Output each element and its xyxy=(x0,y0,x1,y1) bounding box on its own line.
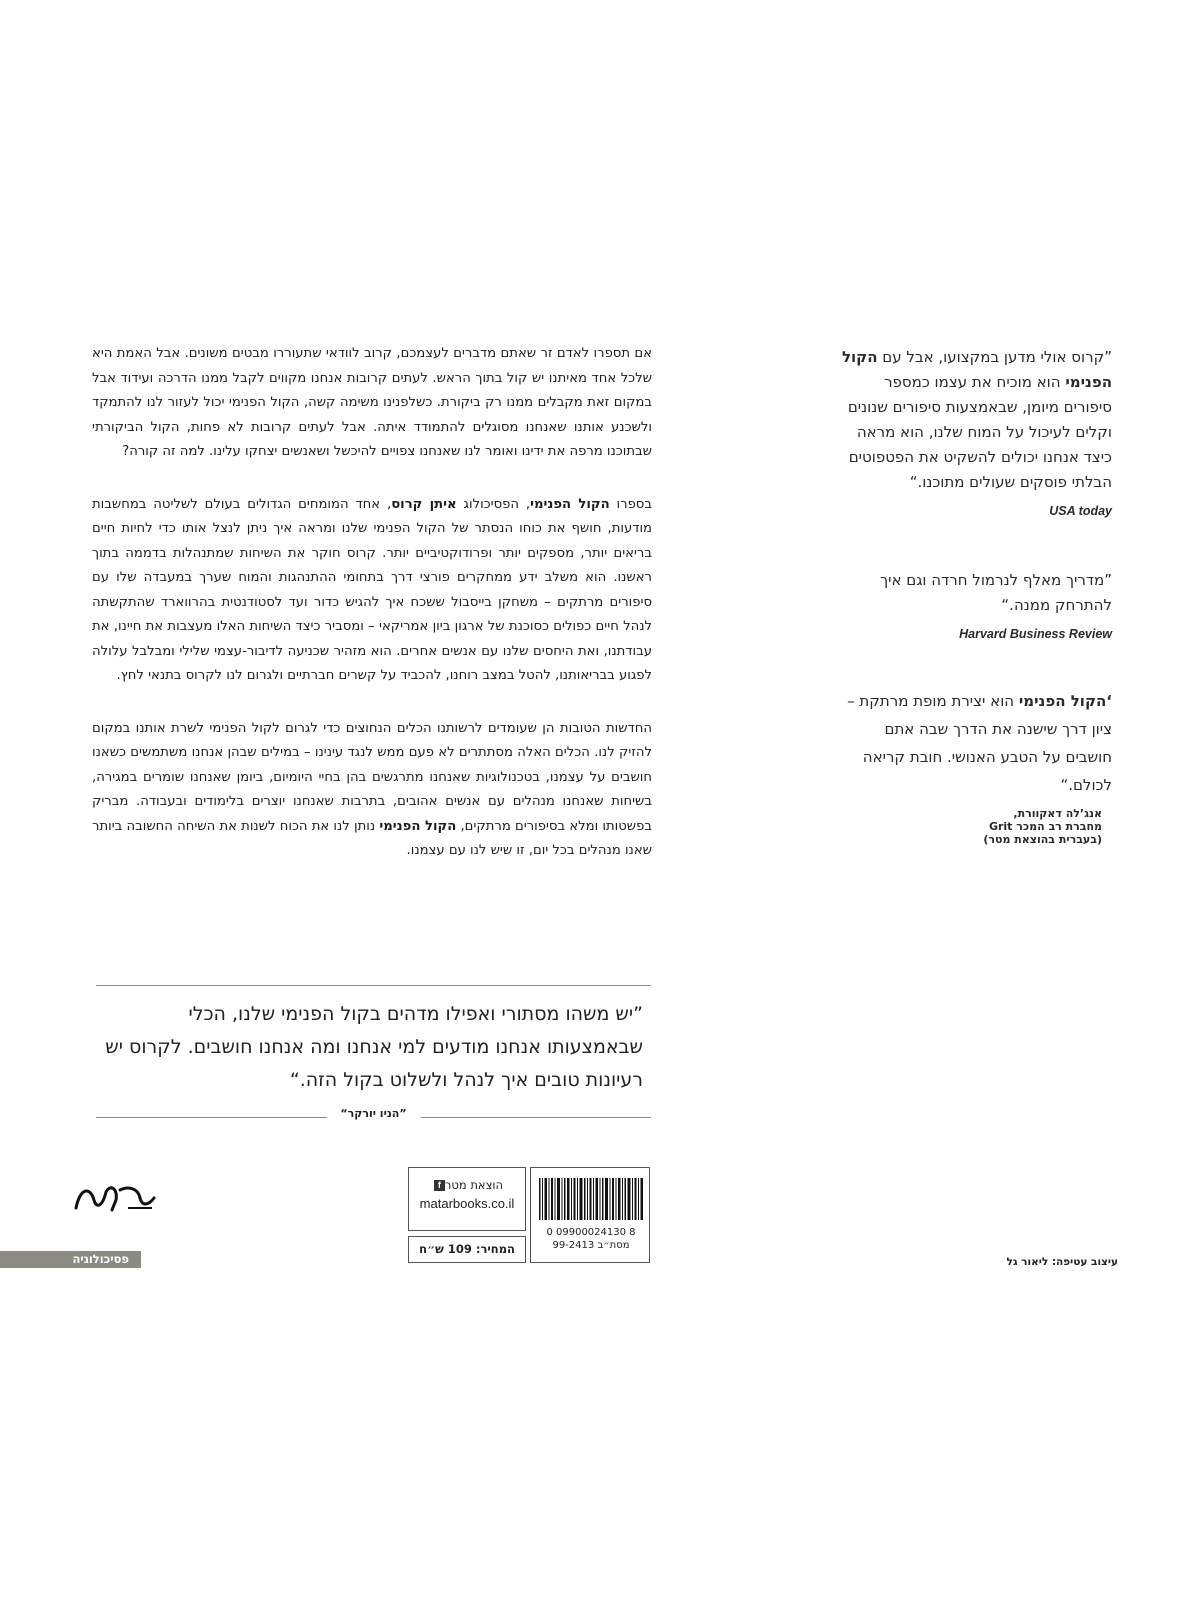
endorsements-column xyxy=(840,345,1112,870)
endorsement-duckworth: ‘הקול הפנימי הוא יצירת מופת מרתקת – ציון דרך שישנה את הדרך שבה אתם חושבים על הטבע האנושי. חובת קריאה לכולם.“ אנג’לה דאקוורת, מחברת רב המכר Grit (בעברית בהוצאת מטר) xyxy=(840,687,1112,846)
author-name-inline: איתן קרוס xyxy=(391,496,457,512)
pull-quote xyxy=(96,985,651,1133)
price-label: המחיר: 109 ש״ח xyxy=(408,1236,526,1263)
category-label: פסיכולוגיה xyxy=(0,1251,141,1268)
publisher-name: הוצאת מטר xyxy=(444,1178,504,1192)
synopsis-paragraph-1: אם תספרו לאדם זר שאתם מדברים לעצמכם, קרוב לוודאי שתעוררו מבטים משונים. אבל האמת היא שלכל אחד מאיתנו יש קול בתוך הראש. לעתים קרובות אנחנו מקווים לקבל ממנו הדרכה ועידוד אבל במקום זאת מקבלים ממנו רק ביקורת. כשלפנינו משימה קשה, הקול הפנימי יכול לעזור לנו להתמקד ולשכנע אותנו שאנחנו מסוגלים להתמודד איתה. אבל לעתים קרובות לא פחות, הקול הביקורתי שבתוכנו מרפה את ידינו ואומר לנו שאנחנו צפויים להיכשל ושאנשים יצחקו עלינו. למה זה קורה? xyxy=(92,346,652,459)
barcode-block xyxy=(530,1167,650,1263)
publisher-url: matarbooks.co.il xyxy=(419,1196,515,1211)
barcode-icon xyxy=(539,1178,643,1220)
synopsis-paragraph-3: החדשות הטובות הן שעומדים לרשותנו הכלים הנחוצים כדי לגרום לקול הפנימי לשרת אותנו במקום להזיק לנו. הכלים האלה מסתתרים לא פעם ממש לנגד עינינו – במילים שבהן אנחנו משתמשים כשאנו חושבים על עצמנו, בטכנולוגיות שאנחנו מתרגשים בהן בחיי היומיום, ביומן שאנחנו שומרים במגירה, בשיחות שאנחנו מנהלים עם אנשים אהובים, בתרבות שאנחנו יוצרים בלימודים ובעבודה. מבריק בפשטותו ומלא בסיפורים מרתקים, הקול הפנימי נותן לנו את הכוח לשנות את השיחה החשובה ביותר שאנו מנהלים בכל יום, זו שיש לנו עם עצמנו. xyxy=(92,720,652,858)
synopsis-paragraph-2: בספרו הקול הפנימי, הפסיכולוג איתן קרוס, אחד המומחים הגדולים בעולם לשליטה במחשבות מודעות, חושף את כוחו הנסתר של הקול הפנימי שלנו ומראה איך ניתן לנצל אותו כדי לחיות חיים בריאים יותר, מספקים יותר ופרודוקטיביים יותר. קרוס חוקר את השיחות שמתנהלות בדממה בתוך ראשנו. הוא משלב ידע ממחקרים פורצי דרך בתחומי ההתנהגות והמוח שערך במעבדה שלו עם סיפורים מרתקים – משחקן בייסבול ששכח איך להגיש כדור ועד לסטודנטית בהרווארד שהתקשתה לנהל חיים כפולים כסוכנת של ארגון ביון אמריקאי – ומסביר כיצד השיחות האלו מעצבות את חיינו, את עבודתנו, ואת היחסים שלנו עם אנשים אחרים. הוא מזהיר שכניעה לדיבור-עצמי שלילי ומבלבל עלולה לפגוע בבריאותנו, להטל במצב רוחנו, להכביד על קשרים חברתיים ולגרום לנו לקרוס בתנאי לחץ. xyxy=(92,496,652,683)
book-title-inline: הקול הפנימי xyxy=(379,818,457,834)
catalog-number: מסת״ב 99-2413 xyxy=(552,1240,630,1251)
back-cover-synopsis xyxy=(92,342,652,892)
publisher-block xyxy=(408,1167,526,1231)
endorsement-hbr: ”מדריך מאלף לנרמול חרדה וגם איך להתרחק ממנה.“ Harvard Business Review xyxy=(840,568,1112,647)
book-title-inline: הקול הפנימי xyxy=(530,496,610,512)
endorsement-source: USA today xyxy=(1049,504,1112,518)
matar-logo-icon xyxy=(68,1178,158,1218)
endorsement-usa-today: ”קרוס אולי מדען במקצועו, אבל עם הקול הפנימי הוא מוכיח את עצמו כמספר סיפורים מיומן, שבאמצעות סיפורים שנונים וקלים לעיכול על המוח שלנו, הוא מראה כיצד אנחנו יכולים להשקיט את הפטפוטים הבלתי פוסקים שעולים מתוכנו.“ USA today xyxy=(840,345,1112,524)
pull-quote-text: ”יש משהו מסתורי ואפילו מדהים בקול הפנימי שלנו, הכלי שבאמצעותו אנחנו מודעים למי אנחנו ומה אנחנו חושבים. לקרוס יש רעיונות טובים איך לנהל ולשלוט בקול הזה.“ xyxy=(105,1003,643,1091)
facebook-icon: f xyxy=(434,1180,445,1191)
endorsement-source: אנג’לה דאקוורת, מחברת רב המכר Grit (בעברית בהוצאת מטר) xyxy=(983,807,1102,846)
pull-quote-attribution: ”הניו יורקר“ xyxy=(326,1107,420,1120)
cover-design-credit: עיצוב עטיפה: ליאור גל xyxy=(1006,1256,1118,1268)
endorsement-source: Harvard Business Review xyxy=(959,627,1112,641)
barcode-number: 0 09900024130 8 xyxy=(546,1227,636,1238)
